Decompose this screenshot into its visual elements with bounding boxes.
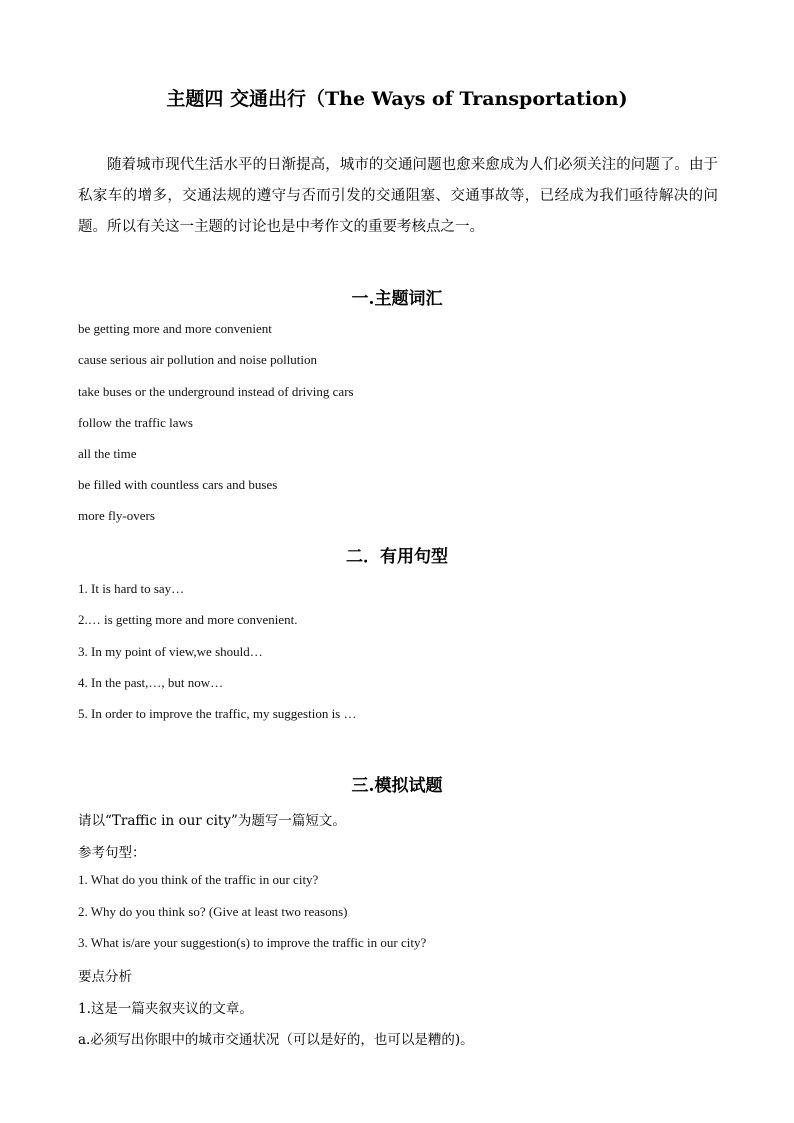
- section-heading-vocabulary: 一.主题词汇: [351, 289, 443, 309]
- guide-question: 3. What is/are your suggestion(s) to improve the traffic in our city?: [78, 935, 427, 950]
- guide-question: 1. What do you think of the traffic in our city?: [78, 872, 319, 887]
- vocab-item: more fly-overs: [78, 508, 155, 523]
- vocab-item: be filled with countless cars and buses: [78, 477, 278, 492]
- sentence-pattern: 1. It is hard to say…: [78, 581, 185, 596]
- vocab-item: follow the traffic laws: [78, 415, 193, 430]
- page-title: 主题四 交通出行（The Ways of Transportation): [166, 88, 628, 110]
- guide-question: 2. Why do you think so? (Give at least two reasons): [78, 904, 348, 919]
- sentence-pattern: 4. In the past,…, but now…: [78, 675, 224, 690]
- analysis-point: a.必须写出你眼中的城市交通状况（可以是好的，也可以是糟的)。: [78, 1032, 474, 1048]
- vocab-item: all the time: [78, 446, 137, 461]
- reference-label: 参考句型：: [78, 845, 146, 861]
- vocab-item: take buses or the underground instead of driving cars: [78, 384, 354, 399]
- analysis-label: 要点分析: [78, 969, 132, 985]
- section-heading-sentences: 二．有用句型: [346, 547, 448, 567]
- vocab-item: cause serious air pollution and noise pollution: [78, 352, 318, 367]
- sentence-pattern: 5. In order to improve the traffic, my suggestion is …: [78, 706, 357, 721]
- intro-paragraph: 随着城市现代生活水平的日渐提高，城市的交通问题也愈来愈成为人们必须关注的问题了。由于私家车的增多，交通法规的遵守与否而引发的交通阻塞、交通事故等，已经成为我们亟待解决的问题。所以有关这一主题的讨论也是中考作文的重要考核点之一。: [78, 157, 718, 235]
- section-heading-mock-test: 三.模拟试题: [351, 776, 443, 796]
- vocab-item: be getting more and more convenient: [78, 321, 272, 336]
- analysis-point: 1.这是一篇夹叙夹议的文章。: [78, 1001, 253, 1017]
- writing-prompt: 请以“Traffic in our city”为题写一篇短文。: [78, 813, 346, 829]
- sentence-pattern: 3. In my point of view,we should…: [78, 644, 263, 659]
- sentence-pattern: 2.… is getting more and more convenient.: [78, 612, 298, 627]
